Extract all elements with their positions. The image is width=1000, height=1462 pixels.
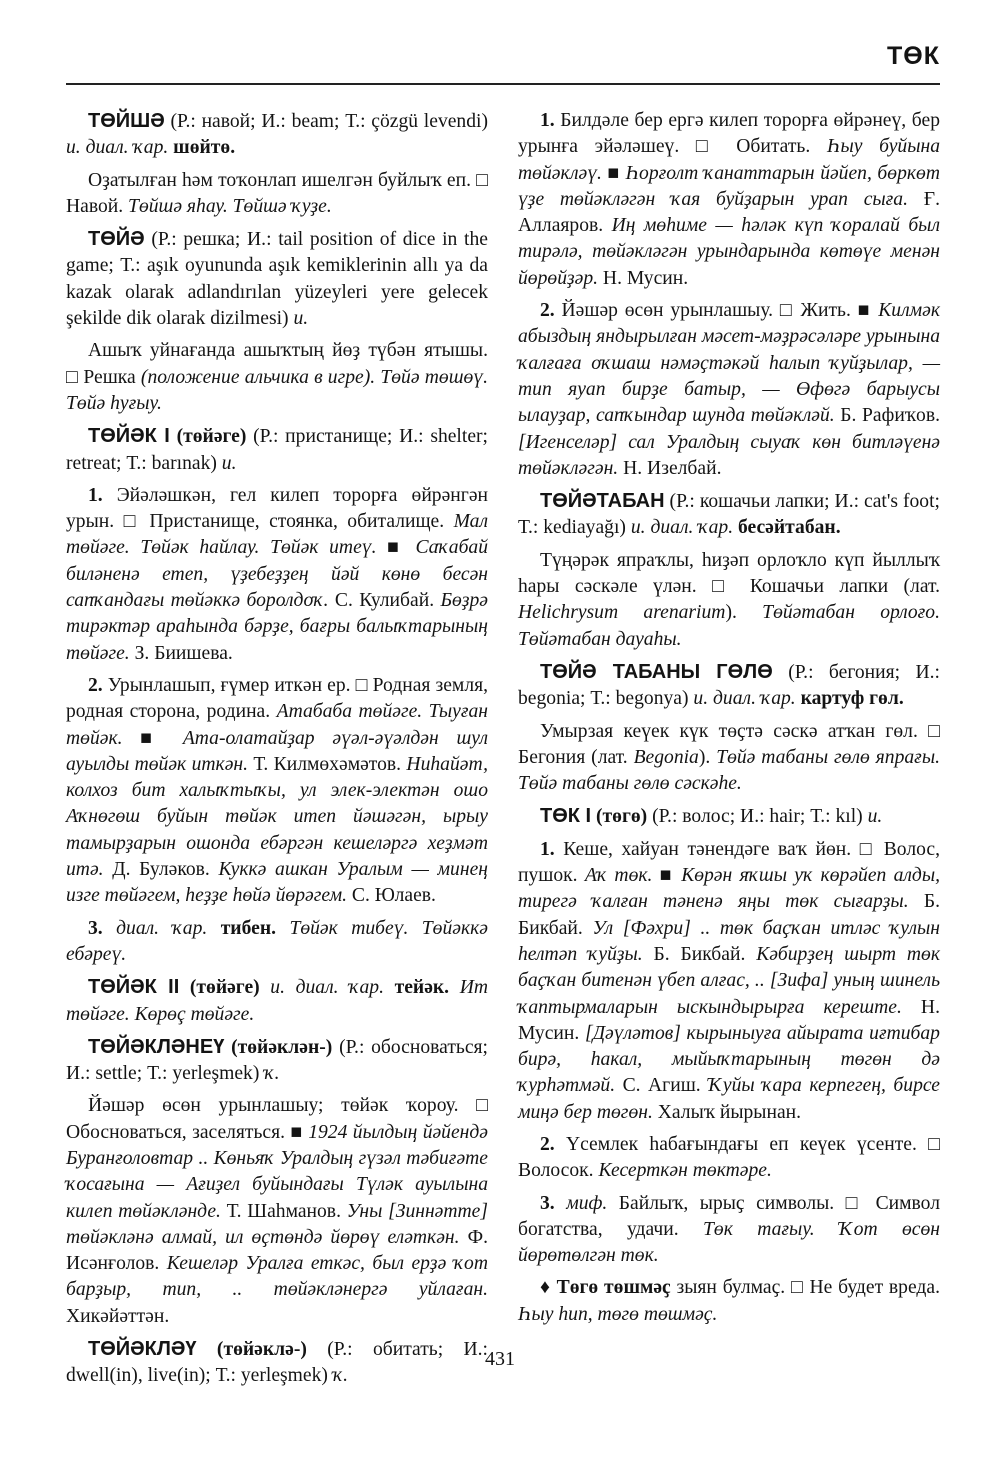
- text-segment: и. диал. ҡар.: [270, 977, 395, 999]
- text-segment: Н. Мусин.: [518, 996, 940, 1044]
- text-segment: Халыҡ йырынан.: [652, 1101, 802, 1123]
- text-segment: ♦: [540, 1277, 557, 1299]
- definition-paragraph: [66, 673, 488, 910]
- text-segment: Хикәйәттән.: [66, 1305, 170, 1327]
- dictionary-entry-head: [66, 974, 488, 1028]
- text-segment: Урынлашып, ғүмер иткән ер. □ Родная земля, родная сторона, родина.: [66, 674, 489, 723]
- text-segment: Саҡабай биләненә етеп, үҙебеҙҙең йәй көнө бесән сапҡандағы төйәккә боролдоҡ.: [66, 537, 489, 612]
- dictionary-entry-head: [66, 423, 488, 477]
- text-segment: Т. Килмөхәмәтов.: [248, 753, 407, 775]
- definition-paragraph: [518, 1191, 940, 1270]
- text-segment: ҡ.: [264, 1063, 280, 1085]
- text-segment: Ул [Фәхри] .. төк баҫҡан итләс ҡулын һелтәп ҡуйҙы.: [518, 917, 940, 965]
- headword: ТӨЙӘК II: [88, 976, 180, 999]
- text-segment: 2.: [88, 674, 108, 696]
- text-segment: миф.: [566, 1192, 619, 1214]
- headword: ТӨЙӘ: [88, 228, 145, 251]
- text-segment: Оҙатылған һәм тоҡонлап ишелгән буйлыҡ еп. □ Навой.: [66, 169, 488, 217]
- dictionary-entry-head: [66, 108, 488, 162]
- text-segment: Кәбирҙең шырт төк баҫҡан битенән үбеп алғас, .. [Зифа] уның шинель ҡаптырмаларын ыскындырырға кереште.: [518, 943, 940, 1018]
- text-segment: (төйәге): [179, 977, 271, 999]
- text-segment: и.: [293, 308, 309, 330]
- text-segment: Ғ. Аллаяров.: [518, 188, 940, 237]
- text-segment: (Р.: кошачьи лапки; И.: cat's foot; Т.: kediayağı): [518, 491, 940, 539]
- right-column: [518, 108, 940, 1334]
- text-segment: и. диал. ҡар.: [630, 517, 739, 539]
- text-segment: (Р.: обосноваться; И.: settle; Т.: yerleşmek): [66, 1036, 488, 1085]
- definition-paragraph: [66, 338, 488, 417]
- text-segment: [276, 918, 289, 939]
- text-segment: ҡ.: [332, 1365, 349, 1387]
- text-segment: Килмәк абыздың яндырылған мәсет-мәҙрәсәләре урынына ҡалғаға оҡшаш нәмәҫтәкәй һалып ҡуйҙылар, — тип яуап бирҙе батыр, — Өфөгә барыусы ылауҙар, сапҡындар шунда төйәкләй.: [518, 300, 940, 427]
- text-segment: Байлыҡ, ырыҫ символы. □ Символ богатства, удачи.: [518, 1192, 940, 1240]
- definition-paragraph: [518, 719, 940, 798]
- text-segment: Ата-олатайҙар әүәл-әүәлдән шул ауылды төйәк иткән.: [66, 727, 488, 775]
- text-segment: Үсемлек һабағындағы еп кеүек үсенте. □ Волосок.: [518, 1133, 941, 1182]
- definition-paragraph: [518, 108, 940, 292]
- text-segment: (Р.: обитать; И.: dwell(in), live(in); Т.: yerleşmek): [66, 1339, 488, 1387]
- text-segment: и. диал. ҡар.: [693, 688, 801, 710]
- text-segment: Ниһайәт, колхоз бит халыҡтыҡы, ул элек-электән ошо Аҡнөгөш буйын төйәк итеп йәшәгән, ырыу тамырҙарын ошонда ебәргән кешеләргә хеҙмәт итә.: [66, 753, 488, 881]
- text-segment: Кеше, хайуан тәнендәге ваҡ йөн. □ Волос, пушок.: [518, 838, 940, 887]
- definition-paragraph: [66, 483, 488, 667]
- definition-paragraph: [518, 837, 940, 1126]
- text-segment: Төйә табаны гөлө япрағы. Төйә табаны гөлө сәскәһе.: [518, 746, 940, 795]
- text-segment: 1924 йылдың йәйендә Буранғоловтар .. Көньяҡ Уралдың гүзәл тәбиғәте ҡосағына — Ағиҙел буйындағы Түләк ауылына килеп төйәкләнде.: [66, 1121, 489, 1222]
- text-segment: ■: [122, 727, 183, 749]
- text-segment: Мал төйәге. Төйәк һайлау. Төйәк итеү.: [66, 511, 488, 559]
- text-segment: Н. Мусин.: [598, 267, 689, 289]
- text-segment: С. Кулибай.: [328, 590, 441, 612]
- definition-paragraph: [66, 168, 488, 221]
- text-segment: [Дәүләтов] кырыныуға айырата иғтибар бирә, һакал, мыйыҡтарының төгөн дә ҡурһәтмәй.: [518, 1022, 940, 1097]
- text-segment: 2.: [540, 300, 562, 322]
- text-segment: Аҡ төк.: [584, 865, 653, 887]
- text-segment: Иң мөһиме — һәләк күп ҡоралай был тирәлә, төйәкләгән урындарында көтөүе менән йөрөйҙәр.: [518, 215, 940, 289]
- text-segment: Б. Рафиҡов.: [834, 405, 940, 427]
- text-segment: 3.: [88, 917, 117, 939]
- text-segment: (төгө): [591, 806, 648, 828]
- dictionary-entry-head: [66, 1034, 488, 1088]
- text-segment: Атабаба төйәге. Тыуған төйәк.: [66, 701, 488, 749]
- dictionary-entry-head: [66, 226, 488, 332]
- text-segment: Умырзая кеүек күк төҫтә сәскә атҡан гөл. □ Бегония (лат.: [518, 720, 940, 768]
- left-column: [66, 108, 488, 1396]
- definition-paragraph: [518, 1132, 940, 1185]
- text-segment: (Р.: навой; И.: beam; Т.: çözgü levendi): [164, 111, 488, 132]
- text-segment: С. Юлаев.: [346, 885, 436, 907]
- headword: ТӨЙӘКЛӘҮ: [88, 1338, 197, 1361]
- text-segment: Төк тағыу. Ҡот өсөн йөрөтөлгән төк.: [518, 1218, 940, 1267]
- text-segment: [Игенселәр] сал Уралдың сыуаҡ көн битләүенә төйәкләгән.: [518, 431, 940, 479]
- text-segment: Кешеләр Уралға еткәс, был ерҙә ҡот барҙыр, тип, .. төйәкләнергә уйлаған.: [66, 1253, 488, 1301]
- text-segment: Ит төйәге. Көрөç төйәге.: [66, 977, 488, 1025]
- definition-paragraph: [66, 916, 488, 969]
- text-segment: С. Агиш.: [615, 1075, 709, 1097]
- running-header: ТӨК: [887, 42, 940, 70]
- text-segment: Йәшәр өсөн урынлашыу; төйәк ҡороу. □ Обосноваться, заселяться. ■: [66, 1095, 488, 1143]
- text-segment: Ҡуйы ҡара керпегең, бирсе миңә бер төгөн.: [518, 1075, 941, 1123]
- dictionary-entry-head: [518, 488, 940, 542]
- text-segment: ■: [652, 865, 682, 887]
- text-segment: Д. Буләков.: [103, 859, 219, 881]
- text-segment: (положение альчика в игре). Төйә төшөү. Төйә һуғыу.: [66, 366, 488, 414]
- text-segment: Һыу буйына төйәкләү.: [518, 136, 940, 184]
- text-segment: Һорғолт ҡанаттарын йәйеп, бөркөт үҙе төйәкләгән ҡая буйҙарын урап сыға.: [518, 162, 940, 210]
- text-segment: З. Биишева.: [129, 642, 233, 664]
- headword: ТӨЙӘТАБАН: [540, 490, 665, 513]
- text-segment: Билдәле бер ергә килеп торорға өйрәнеү, бер урынға эйәләшеү. □ Обитать.: [518, 110, 940, 158]
- definition-paragraph: [66, 1093, 488, 1330]
- text-segment: 1.: [540, 838, 564, 860]
- headword: ТӨЙШӘ: [88, 110, 165, 132]
- text-segment: 1.: [540, 110, 561, 131]
- definition-paragraph: [518, 298, 940, 482]
- text-segment: (Р.: волос; И.: hair; Т.: kıl): [647, 806, 868, 828]
- header-rule: [66, 83, 940, 85]
- text-segment: тибен.: [220, 917, 277, 939]
- text-segment: тейәк.: [394, 977, 450, 999]
- text-segment: Төйшә яһау. Төйшә ҡуҙе.: [128, 195, 332, 217]
- dictionary-entry-head: [518, 803, 940, 830]
- text-segment: и.: [867, 806, 883, 828]
- text-segment: Бөҙрә тирәктәр араһында бәрҙе, бағры балыҡтарының төйәге.: [66, 590, 488, 664]
- text-segment: Кесерткән төктәре.: [598, 1160, 772, 1182]
- text-segment: Төйәк тибеү. Төйәккә ебәреү.: [66, 917, 489, 965]
- text-segment: 1.: [88, 484, 117, 506]
- text-segment: ).: [698, 746, 717, 768]
- headword: ТӨЙӘ ТАБАНЫ ГӨЛӨ: [540, 660, 773, 683]
- text-segment: Helichrysum arenarium: [518, 602, 726, 624]
- text-segment: диал. ҡар.: [116, 917, 221, 939]
- text-segment: (төйәклән-): [224, 1036, 333, 1058]
- dictionary-entry-head: [518, 659, 940, 713]
- text-segment: Көрән яҡшы уҡ көрәйеп алды, тирегә ҡалған тәненә яңы төк сығарҙы.: [518, 865, 940, 913]
- text-segment: Һыу һип, төгө төшмәҫ.: [518, 1303, 718, 1325]
- text-segment: и.: [221, 452, 237, 474]
- headword: ТӨЙӘК I: [88, 425, 170, 448]
- text-segment: [449, 977, 460, 998]
- text-segment: (төйәклә-): [196, 1339, 307, 1361]
- headword: ТӨК I: [540, 805, 592, 828]
- text-segment: и. диал. ҡар.: [66, 137, 174, 159]
- text-segment: шөйтө.: [173, 137, 236, 159]
- text-segment: Begonia: [633, 746, 699, 768]
- text-segment: ).: [725, 602, 763, 624]
- text-segment: бесәйтабан.: [738, 517, 841, 539]
- definition-paragraph: [518, 548, 940, 653]
- text-segment: Түңәрәк япраҡлы, һиҙәп орлоҡло күп йыллыҡ һары сәскәле үлән. □ Кошачьи лапки (лат.: [518, 549, 940, 598]
- text-segment: Йәшәр өсөн урынлашыу. □ Жить. ■: [561, 300, 879, 322]
- text-segment: Төйәтабан орлоғо. Төйәтабан дауаһы.: [518, 602, 940, 650]
- definition-paragraph: [518, 1275, 940, 1328]
- text-segment: Б. Бикбай.: [518, 891, 940, 939]
- text-segment: Ф. Исәнғолов.: [66, 1226, 488, 1275]
- text-segment: Б. Бикбай.: [642, 943, 757, 965]
- text-segment: Уны [Зиннәтте] төйәкләнә алмай, ил өҫтөндә йөрөү еләткән.: [66, 1200, 489, 1248]
- text-segment: 2.: [540, 1133, 566, 1155]
- text-segment: Куккә ашкан Уралым — минең изге төйәгем, һеҙҙе һөйә йөрәгем.: [66, 859, 488, 907]
- text-segment: Эйәләшкән, гел килеп торорға өйрәнгән урын. □ Пристанище, стоянка, обиталище.: [66, 484, 489, 533]
- text-segment: (төйәге): [169, 426, 247, 448]
- text-segment: Н. Изелбай.: [618, 457, 722, 479]
- text-segment: (Р.: пристанище; И.: shelter; retreat; Т.: barınak): [66, 426, 488, 474]
- text-segment: зыян булмаҫ. □ Не будет вреда.: [670, 1277, 940, 1299]
- text-segment: (Р.: бегония; И.: begonia; Т.: begonya): [518, 661, 941, 710]
- text-segment: Т. Шаһманов.: [220, 1200, 347, 1222]
- headword: ТӨЙӘКЛӘНЕҮ: [88, 1035, 225, 1058]
- text-segment: ■: [601, 162, 626, 184]
- text-segment: ■: [376, 537, 416, 559]
- page-number: 431: [485, 1348, 515, 1370]
- text-segment: Төгө төшмәҫ: [556, 1277, 671, 1299]
- text-segment: Ашыҡ уйнағанда ашыҡтың йөҙ түбән ятышы. □ Решка: [66, 340, 488, 388]
- text-segment: картуф гөл.: [800, 688, 904, 710]
- text-segment: 3.: [540, 1192, 567, 1214]
- text-segment: (Р.: решка; И.: tail position of dice in the game; Т.: aşık oyununda aşık kemiklerinin allı ya da kazak olarak adlandırılan yüzeyleri yere gelecek şekilde dik olarak dizilmesi): [66, 229, 488, 330]
